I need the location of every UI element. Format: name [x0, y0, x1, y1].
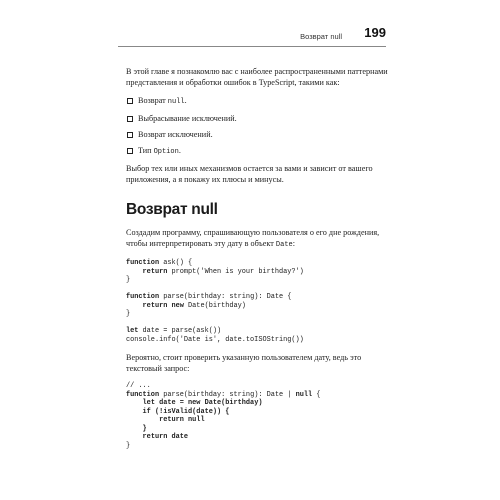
code-token: if (!isValid(date)) {	[142, 407, 230, 416]
list-item: Возврат исключений.	[126, 129, 388, 140]
code-line	[126, 268, 304, 276]
code-token	[126, 302, 143, 310]
checkbox-bullet-icon	[127, 132, 133, 138]
code-token	[126, 425, 143, 433]
code-token: null	[295, 390, 313, 399]
code-token: let date = new Date(birthday)	[142, 399, 263, 407]
code-token: let	[126, 327, 139, 335]
code-line	[126, 382, 151, 390]
checkbox-bullet-icon	[127, 148, 133, 154]
code-line	[126, 391, 320, 399]
code-line	[126, 425, 147, 433]
page-number: 199	[364, 25, 386, 40]
code-block-1	[126, 259, 388, 344]
code-token: }	[142, 424, 147, 433]
running-header-title: Возврат null	[300, 32, 342, 41]
list-item: Тип Option.	[126, 145, 388, 158]
code-token	[126, 399, 143, 407]
code-token: return new	[142, 301, 184, 310]
code-token	[126, 268, 143, 276]
code-token: ask() {	[159, 259, 193, 267]
checkbox-bullet-icon	[127, 98, 133, 104]
code-block-2	[126, 382, 388, 450]
code-token: parse(birthday: string): Date |	[159, 390, 296, 399]
list-item: Выбрасывание исключений.	[126, 113, 388, 124]
code-line	[126, 327, 221, 335]
code-token: }	[126, 310, 131, 318]
paragraph-2: Вероятно, стоит проверить указанную пользователем дату, ведь это текстовый запрос:	[126, 353, 362, 373]
list-item: Возврат null.	[126, 95, 388, 108]
code-line	[126, 310, 130, 318]
code-line	[126, 416, 205, 424]
code-line	[126, 433, 188, 441]
code-line	[126, 442, 130, 450]
code-line	[126, 399, 262, 407]
code-token: function	[126, 259, 160, 267]
paragraph-1: Создадим программу, спрашивающую пользователя о его дне рождения, чтобы интерпретировать эту дату в объект Date:	[126, 228, 380, 249]
code-line	[126, 336, 304, 344]
code-token: return date	[142, 433, 189, 441]
checkbox-bullet-icon	[127, 116, 133, 122]
code-line	[126, 408, 229, 416]
code-line	[126, 302, 246, 310]
code-token: }	[126, 441, 131, 450]
code-token: {	[312, 390, 321, 399]
code-token: return null	[159, 416, 205, 424]
code-token	[126, 433, 143, 441]
code-token	[126, 416, 159, 424]
code-line	[126, 259, 192, 267]
running-header	[118, 22, 386, 47]
code-token	[126, 408, 143, 416]
code-token: Date(birthday)	[183, 301, 246, 310]
code-line	[126, 276, 130, 284]
page-body	[126, 66, 388, 450]
code-token: function	[126, 293, 160, 301]
section-heading: Возврат null	[126, 201, 218, 218]
code-token: parse(birthday: string): Date {	[159, 293, 292, 301]
code-token: prompt('When is your birthday?')	[167, 267, 304, 276]
code-line	[126, 293, 291, 301]
intro-paragraph: В этой главе я познакомлю вас с наиболее распространенными паттернами представления и обработки ошибок в TypeScript, такими как:	[126, 67, 388, 87]
code-token: return	[142, 267, 168, 276]
bullet-list	[126, 95, 388, 158]
code-token: function	[126, 390, 160, 399]
code-token: // ...	[126, 382, 151, 390]
after-list-paragraph: Выбор тех или иных механизмов остается за вами и зависит от вашего приложения, а я покажу их плюсы и минусы.	[126, 164, 373, 184]
code-token: console.info('Date is', date.toISOString())	[126, 335, 304, 344]
code-token: }	[126, 276, 131, 284]
code-token: date = parse(ask())	[138, 327, 222, 335]
